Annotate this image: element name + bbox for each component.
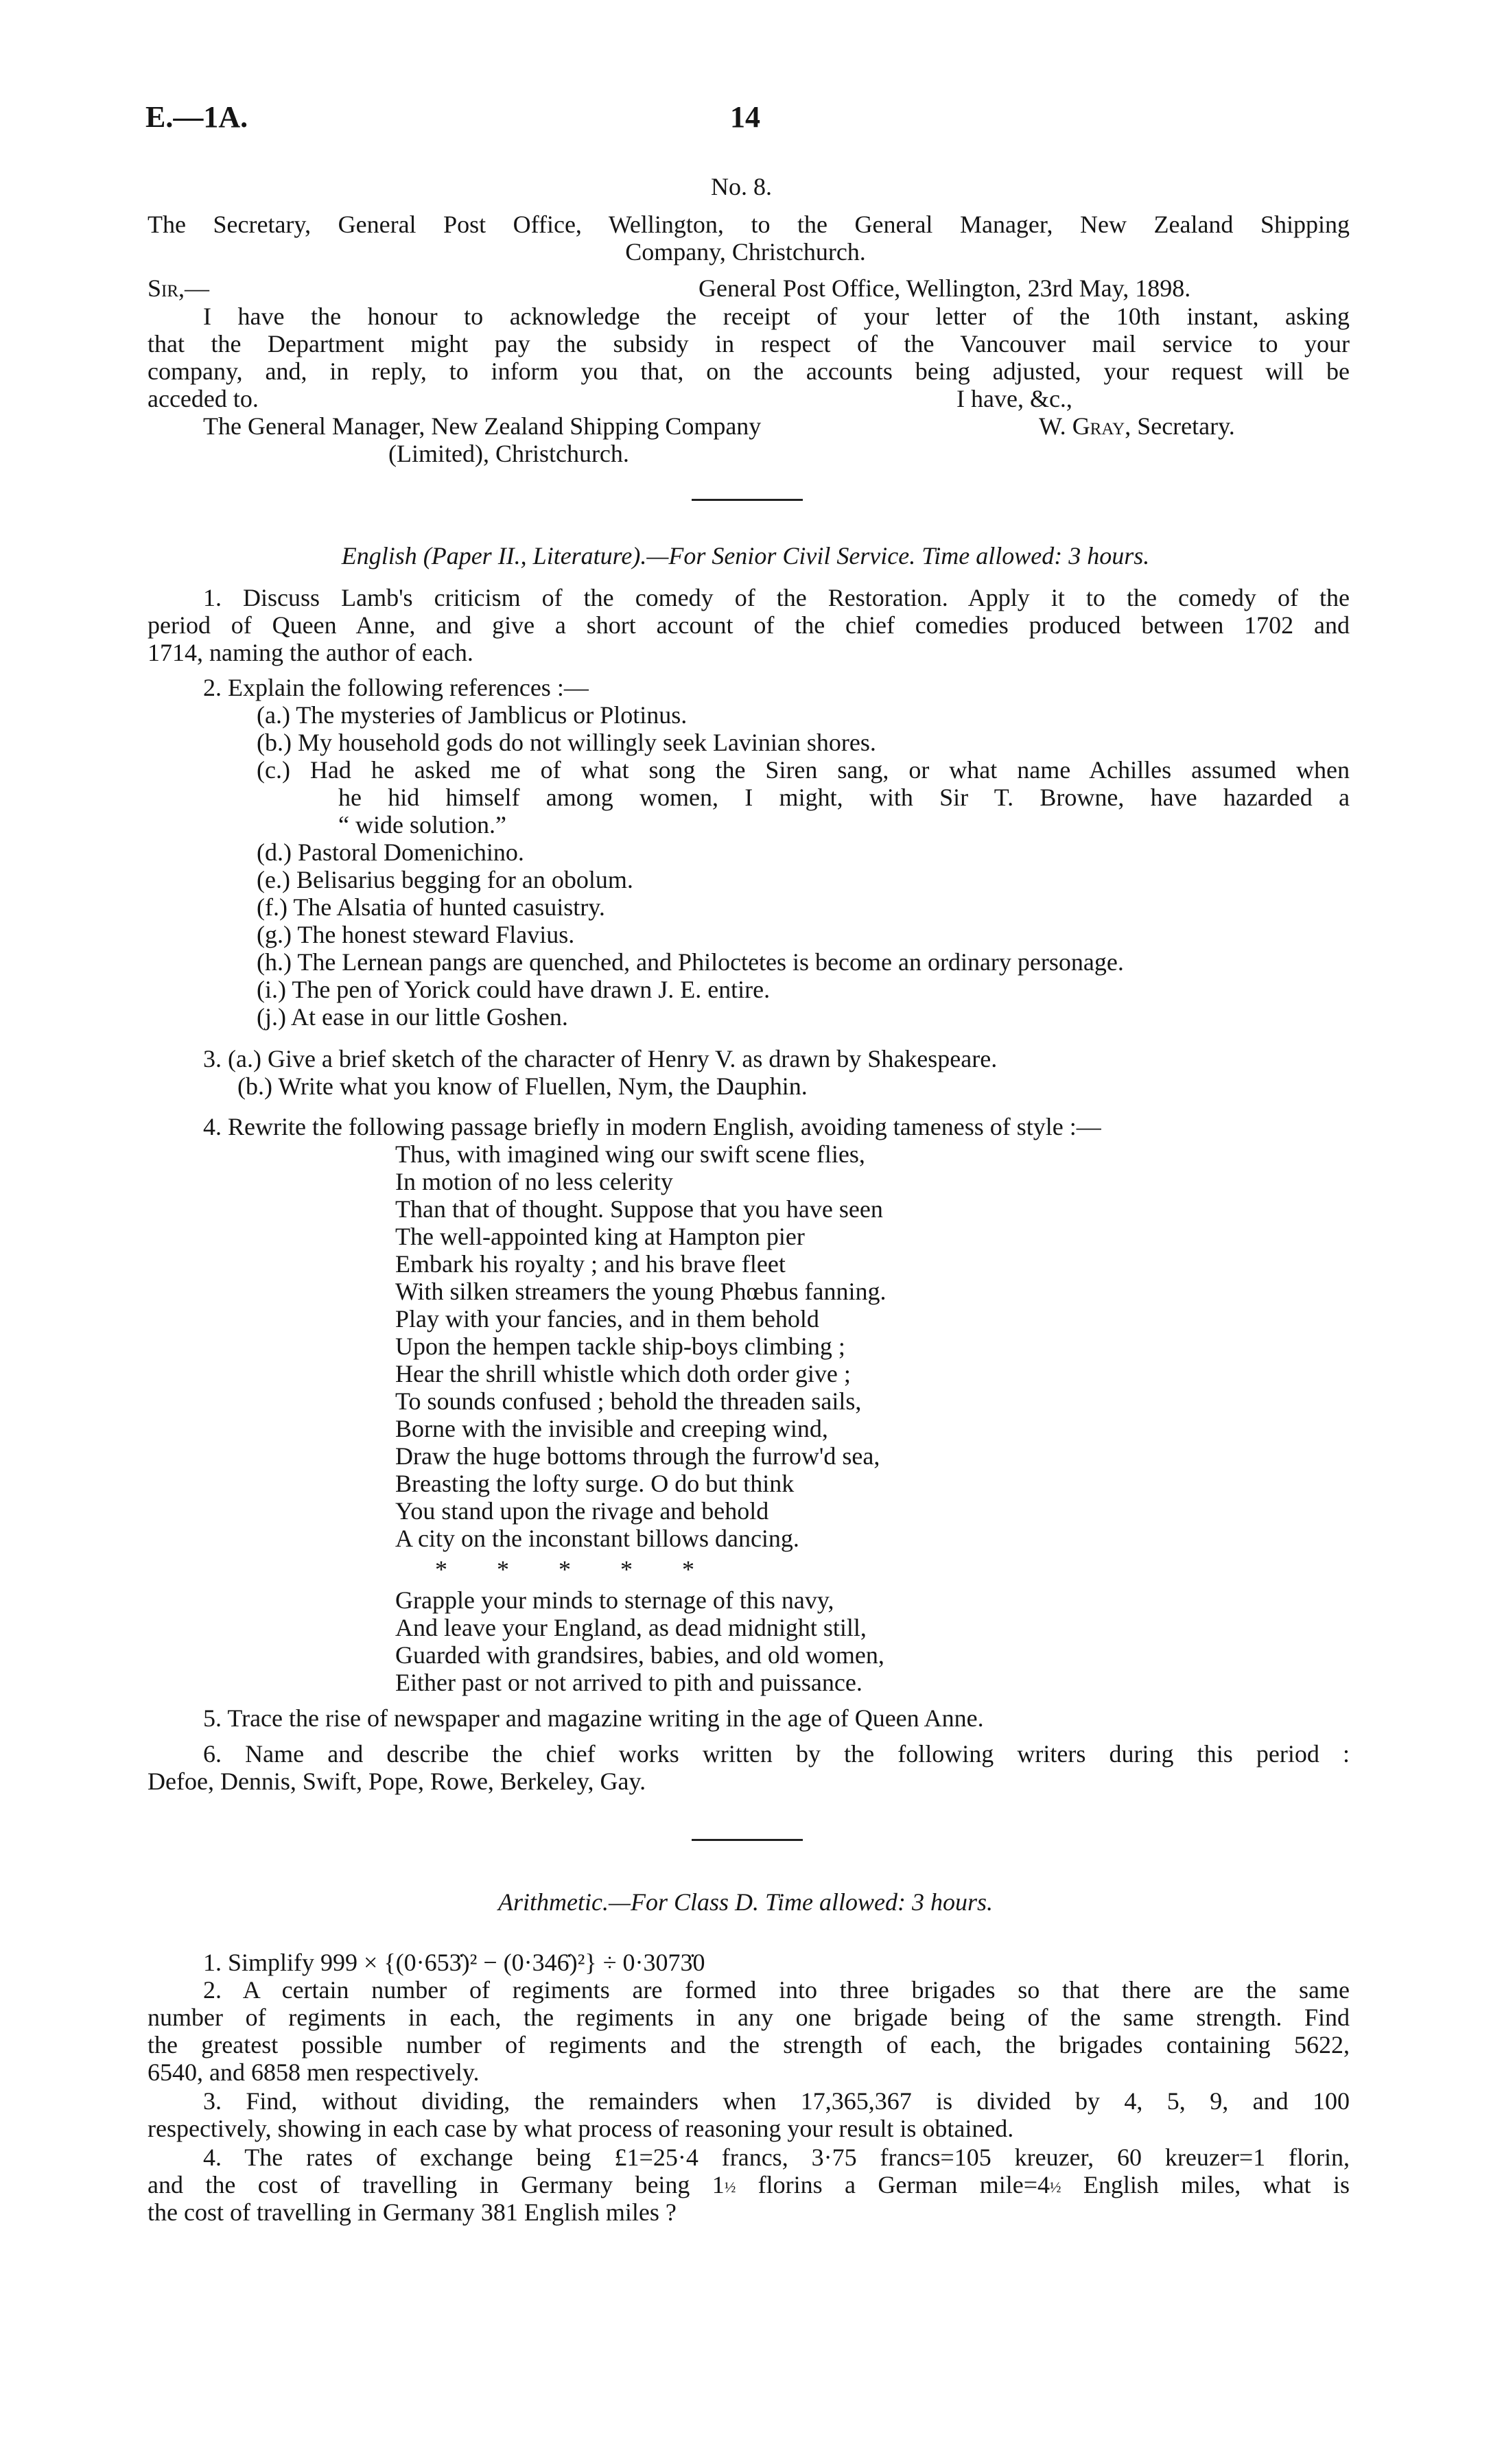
arithmetic-q1: 1. Simplify 999 × {(0·653̇)² − (0·346̇)²} ÷ 0·3073̇0	[203, 1949, 705, 1976]
letter-body-line: acceded to.	[148, 385, 259, 412]
english-q2-item: (i.) The pen of Yorick could have drawn J. E. entire.	[257, 976, 771, 1003]
english-q2-intro: 2. Explain the following references :—	[203, 674, 589, 701]
letter-salutation: Sir,—	[148, 274, 210, 302]
english-q2-item: (g.) The honest steward Flavius.	[257, 921, 575, 948]
english-q2-item-continuation: he hid himself among women, I might, with Sir T. Browne, have hazarded a	[338, 784, 1350, 811]
arithmetic-paper-heading: Arithmetic.—For Class D. Time allowed: 3 hours.	[497, 1888, 994, 1916]
english-q1-line: 1. Discuss Lamb's criticism of the comedy of the Restoration. Apply it to the comedy of the	[203, 584, 1350, 611]
arithmetic-q3-line: respectively, showing in each case by what process of reasoning your result is obtained.	[148, 2115, 1014, 2142]
english-q2-item: (j.) At ease in our little Goshen.	[257, 1003, 568, 1031]
letter-title-line1: The Secretary, General Post Office, Wellington, to the General Manager, New Zealand Shipping	[148, 211, 1350, 238]
arithmetic-q2-line: number of regiments in each, the regiments in any one brigade being of the same strength. Find	[148, 2004, 1350, 2031]
english-q4-intro: 4. Rewrite the following passage briefly in modern English, avoiding tameness of style :—	[203, 1113, 1101, 1140]
signature-name: Gray	[1072, 412, 1125, 440]
english-q3-line: (b.) Write what you know of Fluellen, Nym, the Dauphin.	[237, 1072, 808, 1100]
letter-addressee-line2: (Limited), Christchurch.	[388, 440, 629, 467]
section-divider	[692, 1839, 803, 1841]
page-number: 14	[730, 100, 760, 134]
letter-number: No. 8.	[711, 173, 772, 200]
fraction-half: ½	[724, 2178, 736, 2196]
poem-line: You stand upon the rivage and behold	[395, 1497, 769, 1525]
english-q1-line: 1714, naming the author of each.	[148, 639, 473, 666]
poem-line: In motion of no less celerity	[395, 1168, 673, 1195]
poem-line: With silken streamers the young Phœbus fanning.	[395, 1278, 887, 1305]
poem-line: Embark his royalty ; and his brave fleet	[395, 1250, 786, 1278]
letter-body-line: I have the honour to acknowledge the receipt of your letter of the 10th instant, asking	[203, 303, 1350, 330]
poem-line: Borne with the invisible and creeping wind,	[395, 1415, 828, 1442]
arithmetic-q3-line: 3. Find, without dividing, the remainders when 17,365,367 is divided by 4, 5, 9, and 100	[203, 2087, 1350, 2115]
arithmetic-q4-text: English miles, what is	[1061, 2171, 1350, 2198]
english-q1-line: period of Queen Anne, and give a short account of the chief comedies produced between 1702 and	[148, 611, 1350, 639]
letter-body-line: that the Department might pay the subsidy in respect of the Vancouver mail service to your	[148, 330, 1350, 357]
poem-line: Grapple your minds to sternage of this navy,	[395, 1586, 834, 1614]
arithmetic-q4-text: florins a German mile=4	[736, 2171, 1050, 2198]
poem-ellipsis-asterisks: * * * * *	[435, 1556, 694, 1583]
fraction-half: ½	[1050, 2178, 1061, 2196]
poem-line: The well-appointed king at Hampton pier	[395, 1223, 805, 1250]
english-q2-item: (f.) The Alsatia of hunted casuistry.	[257, 893, 605, 921]
english-q6-line: 6. Name and describe the chief works written by the following writers during this period :	[203, 1740, 1350, 1768]
poem-line: Upon the hempen tackle ship-boys climbing ;	[395, 1333, 845, 1360]
english-q2-item: (h.) The Lernean pangs are quenched, and Philoctetes is become an ordinary personage.	[257, 948, 1124, 976]
poem-line: Guarded with grandsires, babies, and old women,	[395, 1641, 884, 1669]
arithmetic-q4-line: the cost of travelling in Germany 381 English miles ?	[148, 2198, 677, 2226]
poem-line: Breasting the lofty surge. O do but think	[395, 1470, 795, 1497]
english-q2-item-continuation: “ wide solution.”	[338, 811, 506, 838]
poem-line: Than that of thought. Suppose that you have seen	[395, 1195, 883, 1223]
arithmetic-q2-line: the greatest possible number of regiments and the strength of each, the brigades containing 5622,	[148, 2031, 1350, 2058]
letter-body-line: company, and, in reply, to inform you that, on the accounts being adjusted, your request will be	[148, 357, 1350, 385]
poem-line: To sounds confused ; behold the threaden sails,	[395, 1387, 862, 1415]
letter-dateline: General Post Office, Wellington, 23rd May, 1898.	[698, 274, 1191, 302]
section-divider	[692, 499, 803, 501]
arithmetic-q4-line: 4. The rates of exchange being £1=25·4 francs, 3·75 francs=105 kreuzer, 60 kreuzer=1 florin,	[203, 2144, 1350, 2171]
poem-line: A city on the inconstant billows dancing.	[395, 1525, 799, 1552]
poem-line: And leave your England, as dead midnight still,	[395, 1614, 867, 1641]
arithmetic-q2-line: 2. A certain number of regiments are formed into three brigades so that there are the same	[203, 1976, 1350, 2004]
poem-line: Hear the shrill whistle which doth order give ;	[395, 1360, 851, 1387]
letter-title-line2: Company, Christchurch.	[625, 238, 866, 266]
document-reference: E.—1A.	[145, 100, 248, 134]
english-q2-item: (a.) The mysteries of Jamblicus or Plotinus.	[257, 701, 688, 729]
poem-line: Either past or not arrived to pith and puissance.	[395, 1669, 862, 1696]
poem-line: Draw the huge bottoms through the furrow'd sea,	[395, 1442, 880, 1470]
letter-addressee-line1: The General Manager, New Zealand Shipping Company	[203, 412, 762, 440]
letter-signature	[1039, 412, 1235, 441]
poem-line: Thus, with imagined wing our swift scene flies,	[395, 1140, 865, 1168]
arithmetic-q2-line: 6540, and 6858 men respectively.	[148, 2058, 480, 2086]
poem-line: Play with your fancies, and in them behold	[395, 1305, 819, 1333]
arithmetic-q4-text: and the cost of travelling in Germany being 1	[148, 2171, 725, 2198]
english-q2-item: (d.) Pastoral Domenichino.	[257, 838, 524, 866]
signature-initial: W.	[1039, 412, 1072, 440]
english-q2-item: (e.) Belisarius begging for an obolum.	[257, 866, 633, 893]
english-q5: 5. Trace the rise of newspaper and magazine writing in the age of Queen Anne.	[203, 1704, 984, 1732]
english-q2-item: (c.) Had he asked me of what song the Siren sang, or what name Achilles assumed when	[257, 756, 1350, 784]
english-q2-item: (b.) My household gods do not willingly seek Lavinian shores.	[257, 729, 876, 756]
signature-rest: , Secretary.	[1125, 412, 1235, 440]
english-q3-line: 3. (a.) Give a brief sketch of the character of Henry V. as drawn by Shakespeare.	[203, 1045, 998, 1072]
letter-closing: I have, &c.,	[956, 385, 1072, 412]
english-paper-heading: English (Paper II., Literature).—For Senior Civil Service. Time allowed: 3 hours.	[341, 542, 1150, 570]
arithmetic-q4-line	[148, 2171, 1350, 2199]
english-q6-line: Defoe, Dennis, Swift, Pope, Rowe, Berkeley, Gay.	[148, 1768, 646, 1795]
